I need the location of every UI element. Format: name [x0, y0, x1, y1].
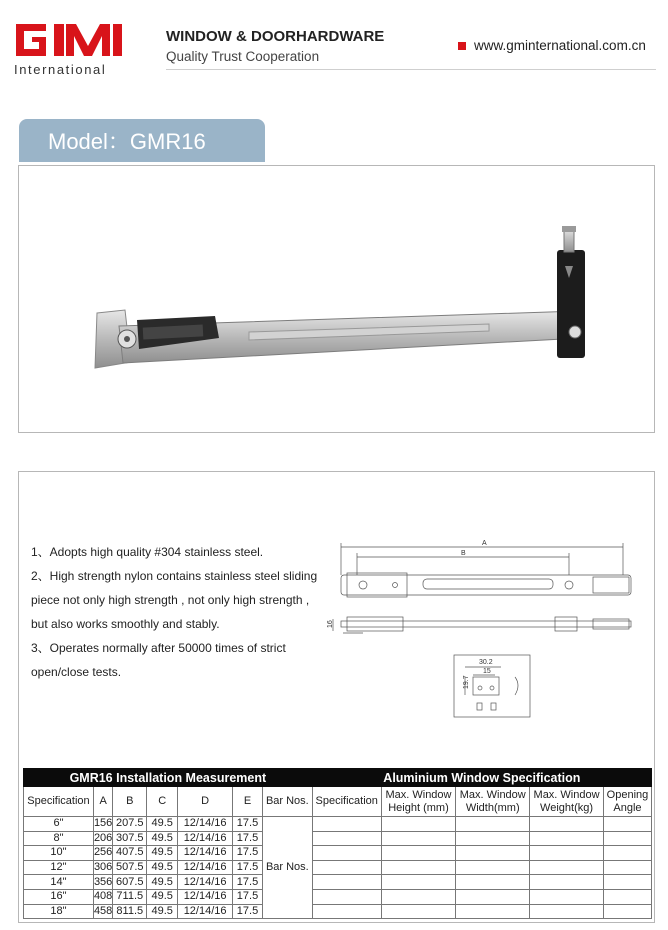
- empty-cell: [381, 875, 456, 890]
- table-cell-d: 12/14/16: [178, 846, 233, 861]
- empty-cell: [603, 846, 651, 861]
- table-cell-a: 256: [93, 846, 113, 859]
- dim-30-2-label: 30.2: [479, 659, 493, 666]
- table-cell-c: 49.5: [147, 831, 178, 846]
- empty-cell: [603, 875, 651, 890]
- empty-cell: [312, 875, 381, 890]
- table-cell-a: 156: [93, 817, 113, 830]
- table-cell-b: 811.5: [113, 904, 147, 919]
- empty-cell: [456, 831, 530, 846]
- table-cell-d: 12/14/16: [178, 831, 233, 846]
- empty-cell: [456, 846, 530, 861]
- table-cell-e: 17.5: [233, 846, 263, 861]
- empty-cell: [312, 904, 381, 919]
- table-cell-b: 711.5: [113, 889, 147, 904]
- table-cell-e: 17.5: [233, 831, 263, 846]
- brand-title: WINDOW & DOORHARDWARE: [166, 28, 385, 45]
- feature-line: 2、High strength nylon contains stainless steel sliding: [31, 569, 318, 583]
- table-cell-c: 49.5: [147, 817, 178, 832]
- empty-cell: [530, 875, 604, 890]
- empty-cell: [381, 831, 456, 846]
- table-cell-e: 17.5: [233, 860, 263, 875]
- table-row: [24, 889, 652, 904]
- empty-cell: [456, 817, 530, 832]
- table-cell-spec: 6": [24, 817, 94, 832]
- empty-cell: [381, 904, 456, 919]
- table-cell-b: 407.5: [113, 846, 147, 861]
- empty-cell: [603, 817, 651, 832]
- table-row: [24, 904, 652, 919]
- empty-cell: [603, 860, 651, 875]
- table-cell-d: 12/14/16: [178, 817, 233, 832]
- empty-cell: [603, 904, 651, 919]
- table-cell-c: 49.5: [147, 889, 178, 904]
- feature-line: open/close tests.: [31, 665, 122, 679]
- column-header: C: [147, 787, 178, 817]
- column-header: Opening Angle: [603, 787, 651, 817]
- table-cell-b: 607.5: [113, 875, 147, 890]
- table-row: [24, 860, 652, 875]
- logo-subtitle: International: [14, 62, 107, 77]
- empty-cell: [312, 889, 381, 904]
- table-row: [24, 875, 652, 890]
- website-link[interactable]: [458, 38, 646, 53]
- dim-a-label: A: [482, 540, 487, 547]
- table-cell-spec: 18": [24, 904, 94, 919]
- empty-cell: [312, 817, 381, 832]
- table-cell-spec: 16": [24, 889, 94, 904]
- feature-line: but also works smoothly and stably.: [31, 617, 220, 631]
- table-cell-c: 49.5: [147, 904, 178, 919]
- table-cell-e: 17.5: [233, 904, 263, 919]
- technical-drawing: [323, 535, 655, 725]
- table-cell-c: 49.5: [147, 846, 178, 861]
- empty-cell: [381, 860, 456, 875]
- table-cell-a: 408: [93, 890, 113, 903]
- feature-list: [31, 540, 331, 684]
- table-cell-e: 17.5: [233, 889, 263, 904]
- empty-cell: [530, 817, 604, 832]
- table-cell-b: 307.5: [113, 831, 147, 846]
- table-row: [24, 846, 652, 861]
- model-tab: [19, 119, 265, 162]
- column-header: Max. Window Height (mm): [381, 787, 456, 817]
- empty-cell: [456, 875, 530, 890]
- table-row: [24, 831, 652, 846]
- empty-cell: [456, 904, 530, 919]
- column-header: Specification: [24, 787, 94, 817]
- table-cell-e: 17.5: [233, 875, 263, 890]
- table-cell-a: 356: [93, 875, 113, 888]
- product-photo-frame: [18, 165, 655, 433]
- table-cell-d: 12/14/16: [178, 904, 233, 919]
- column-header: A: [93, 787, 112, 817]
- installation-title: GMR16 Installation Measurement: [24, 769, 313, 787]
- header-divider: [166, 69, 656, 70]
- column-header: Bar Nos.: [262, 787, 312, 817]
- empty-cell: [530, 889, 604, 904]
- dim-19-7-label: 19.7: [463, 675, 470, 689]
- column-header: B: [113, 787, 147, 817]
- brand-tagline: Quality Trust Cooperation: [166, 49, 320, 64]
- empty-cell: [312, 831, 381, 846]
- table-cell-d: 12/14/16: [178, 889, 233, 904]
- bullet-square-icon: [458, 42, 466, 50]
- dim-15-label: 15: [483, 668, 491, 675]
- empty-cell: [530, 860, 604, 875]
- table-cell-b: 507.5: [113, 860, 147, 875]
- empty-cell: [456, 889, 530, 904]
- table-cell-d: 12/14/16: [178, 860, 233, 875]
- column-header: D: [178, 787, 233, 817]
- table-cell-c: 49.5: [147, 875, 178, 890]
- table-cell-spec: 12": [24, 860, 94, 875]
- table-row: [24, 817, 652, 832]
- table-cell-b: 207.5: [113, 817, 147, 832]
- installation-spec-table: [23, 768, 652, 919]
- website-text: www.gminternational.com.cn: [474, 38, 646, 53]
- empty-cell: [456, 860, 530, 875]
- empty-cell: [381, 846, 456, 861]
- column-header: E: [233, 787, 263, 817]
- empty-cell: [312, 860, 381, 875]
- table-cell-c: 49.5: [147, 860, 178, 875]
- table-cell-a: 206: [93, 831, 113, 844]
- empty-cell: [530, 904, 604, 919]
- dim-b-label: B: [461, 550, 466, 557]
- model-label: Model：GMR16: [48, 129, 206, 154]
- table-cell-spec: 14": [24, 875, 94, 890]
- feature-line: 3、Operates normally after 50000 times of strict: [31, 641, 286, 655]
- empty-cell: [603, 889, 651, 904]
- feature-line: 1、Adopts high quality #304 stainless steel.: [31, 545, 264, 559]
- empty-cell: [381, 817, 456, 832]
- column-header: Max. Window Width(mm): [456, 787, 530, 817]
- table-cell-spec: 8": [24, 831, 94, 846]
- empty-cell: [530, 846, 604, 861]
- column-header: Specification: [312, 787, 381, 817]
- empty-cell: [312, 846, 381, 861]
- empty-cell: [603, 831, 651, 846]
- table-cell-a: 306: [93, 861, 113, 874]
- product-photo: [19, 166, 654, 432]
- table-cell-e: 17.5: [233, 817, 263, 832]
- bar-nos-cell: Bar Nos.: [262, 817, 312, 919]
- empty-cell: [530, 831, 604, 846]
- empty-cell: [381, 889, 456, 904]
- table-cell-d: 12/14/16: [178, 875, 233, 890]
- table-cell-a: 458: [93, 904, 113, 917]
- feature-line: piece not only high strength , not only high strength ,: [31, 593, 310, 607]
- column-header: Max. Window Weight(kg): [530, 787, 604, 817]
- aluminium-title: Aluminium Window Specification: [312, 769, 651, 787]
- dim-16-label: 16: [327, 620, 334, 628]
- table-cell-spec: 10": [24, 846, 94, 861]
